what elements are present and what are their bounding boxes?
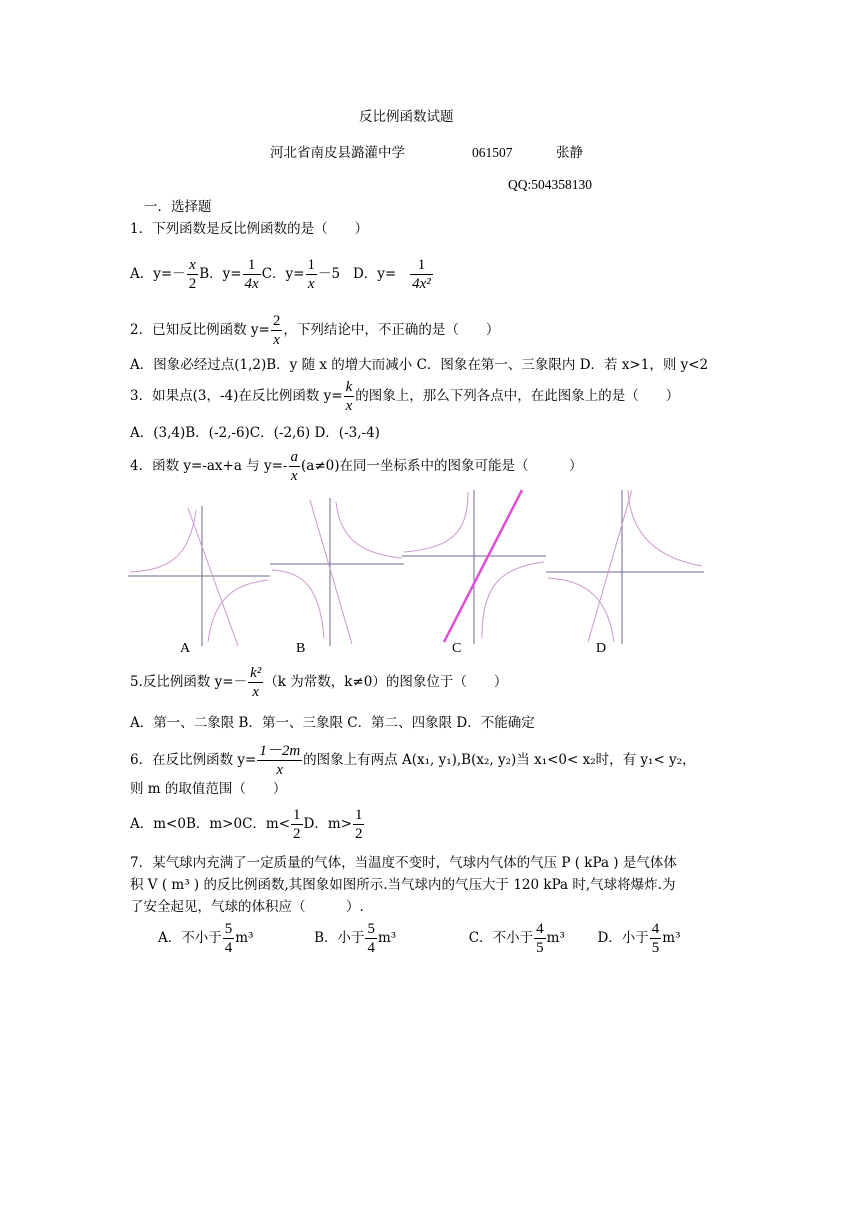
q7-d-num: 4 [651, 921, 660, 937]
q7-a-den: 4 [224, 940, 233, 956]
graph-c [402, 488, 546, 644]
q6-d-fraction [353, 806, 365, 843]
q5-stem-prefix: 5.反比例函数 y=－ [130, 674, 248, 690]
q5-fraction [248, 664, 263, 701]
q1-option-d-fraction [410, 256, 433, 293]
q1-option-c-prefix: C．y= [261, 266, 305, 282]
graph-label-c: C [452, 641, 462, 656]
q1-b-num: 1 [247, 257, 256, 273]
q7-c-den: 5 [536, 940, 544, 956]
q2-num: 2 [272, 313, 281, 329]
question-2-stem [130, 310, 499, 350]
question-4-stem [130, 446, 582, 486]
q6-fraction [257, 742, 302, 779]
q7-b-fraction [365, 920, 377, 957]
q7-d-unit: m³ [662, 930, 681, 946]
q4-stem-suffix: (a≠0)在同一坐标系中的图象可能是（ ） [301, 458, 583, 474]
question-7-line1: 7．某气球内充满了一定质量的气体，当温度不变时，气球内气体的气压 P ( kPa ) 是气体体 [130, 855, 677, 871]
q1-d-num: 1 [417, 257, 426, 273]
q6-den: x [276, 762, 284, 778]
question-7-options [158, 918, 681, 958]
q7-b-den: 4 [367, 940, 375, 956]
graph-label-b: B [296, 641, 306, 656]
q1-option-c-fraction [306, 256, 318, 293]
q7-b-unit: m³ [377, 930, 397, 946]
q1-c-den: x [307, 276, 315, 292]
q3-fraction [344, 378, 355, 415]
q2-fraction [271, 312, 283, 349]
q6-num: 1－2m [259, 743, 301, 759]
q6-options-abc: A．m<0B．m>0C．m< [130, 816, 291, 832]
q6-stem-prefix: 6．在反比例函数 y= [130, 752, 257, 768]
q7-option-a-prefix: A．不小于 [158, 930, 222, 946]
q7-c-num: 4 [536, 921, 544, 937]
q2-stem-suffix: ，下列结论中，不正确的是（ ） [283, 322, 500, 338]
q2-stem-prefix: 2．已知反比例函数 y= [130, 322, 270, 338]
q5-num: k² [250, 665, 262, 681]
school-name: 河北省南皮县潞灌中学 [270, 145, 405, 161]
q7-a-num: 5 [224, 921, 233, 937]
q6-stem-suffix: 的图象上有两点 A(x₁, y₁),B(x₂, y₂)当 x₁<0< x₂时，有 y₁< y₂， [303, 752, 696, 768]
question-6-stem-line2: 则 m 的取值范围（ ） [130, 781, 287, 797]
page-title: 反比例函数试题 [359, 109, 454, 125]
q7-a-unit: m³ [235, 930, 254, 946]
question-2-options: A．图象必经过点(1,2)B．y 随 x 的增大而减小 C．图象在第一、三象限内 D．若 x>1，则 y<2 [130, 357, 709, 373]
q6-c-num: 1 [293, 807, 301, 823]
graph-label-d: D [596, 641, 607, 656]
author-name: 张静 [556, 145, 583, 161]
q1-option-a-prefix: A．y=－ [130, 266, 186, 282]
q1-a-den: 2 [188, 276, 197, 292]
q7-d-fraction [650, 920, 662, 957]
q1-b-den: 4x [244, 276, 259, 292]
q1-option-b-fraction [243, 256, 261, 293]
qq-number: QQ:504358130 [508, 177, 592, 192]
q1-d-den: 4x² [412, 276, 431, 292]
q7-b-num: 5 [367, 921, 375, 937]
q7-option-d-prefix: D．小于 [597, 930, 649, 946]
q6-c-den: 2 [293, 826, 301, 842]
question-5-stem [130, 660, 507, 704]
question-1-stem: 1．下列函数是反比例函数的是（ ） [130, 221, 369, 237]
q3-den: x [345, 398, 353, 414]
q7-option-b-prefix: B．小于 [314, 930, 365, 946]
q5-stem-suffix: （k 为常数，k≠0）的图象位于（ ） [264, 674, 508, 690]
q4-den: x [290, 468, 298, 484]
q6-c-fraction [291, 806, 303, 843]
graph-a [128, 500, 270, 646]
q7-c-fraction [534, 920, 546, 957]
q1-option-b-prefix: B．y= [199, 266, 242, 282]
graph-b [270, 498, 404, 646]
q7-d-den: 5 [651, 940, 660, 956]
q4-fraction [289, 448, 301, 485]
question-1-options [130, 254, 434, 294]
question-7-line3: 了安全起见，气球的体积应（ ）. [130, 899, 364, 915]
question-6-options [130, 804, 365, 844]
q1-a-num: x [189, 257, 196, 273]
q1-option-a-fraction [187, 256, 199, 293]
graph-label-a: A [180, 641, 191, 656]
q7-c-unit: m³ [546, 930, 565, 946]
question-6-stem [130, 740, 696, 780]
question-3-stem [130, 376, 679, 416]
q5-den: x [252, 684, 260, 700]
q7-a-fraction [223, 920, 235, 957]
q3-stem-suffix: 的图象上，那么下列各点中，在此图象上的是（ ） [355, 388, 680, 404]
q1-option-c-suffix: －5 [318, 266, 341, 282]
question-7-line2: 积 V ( m³ ) 的反比例函数,其图象如图所示.当气球内的气压大于 120 kPa 时,气球将爆炸.为 [130, 877, 676, 893]
question-3-options: A．(3,4)B．(-2,-6)C．(-2,6) D．(-3,-4) [130, 425, 380, 441]
section-heading: 一．选择题 [144, 199, 212, 215]
q6-d-num: 1 [354, 807, 363, 823]
q6-d-den: 2 [354, 826, 363, 842]
q4-num: a [290, 449, 298, 465]
q4-stem-prefix: 4．函数 y=-ax+a 与 y=- [130, 458, 288, 474]
q7-option-c-prefix: C．不小于 [468, 930, 534, 946]
q3-num: k [345, 379, 353, 395]
q1-option-d-prefix: D．y= [352, 266, 397, 282]
zip-code: 061507 [472, 145, 513, 160]
q3-stem-prefix: 3．如果点(3，-4)在反比例函数 y= [130, 388, 343, 404]
q6-option-d: D．m> [303, 816, 352, 832]
q2-den: x [273, 332, 280, 348]
graph-d [546, 488, 704, 644]
question-5-options: A．第一、二象限 B．第一、三象限 C．第二、四象限 D．不能确定 [130, 715, 535, 731]
q1-c-num: 1 [307, 257, 315, 273]
